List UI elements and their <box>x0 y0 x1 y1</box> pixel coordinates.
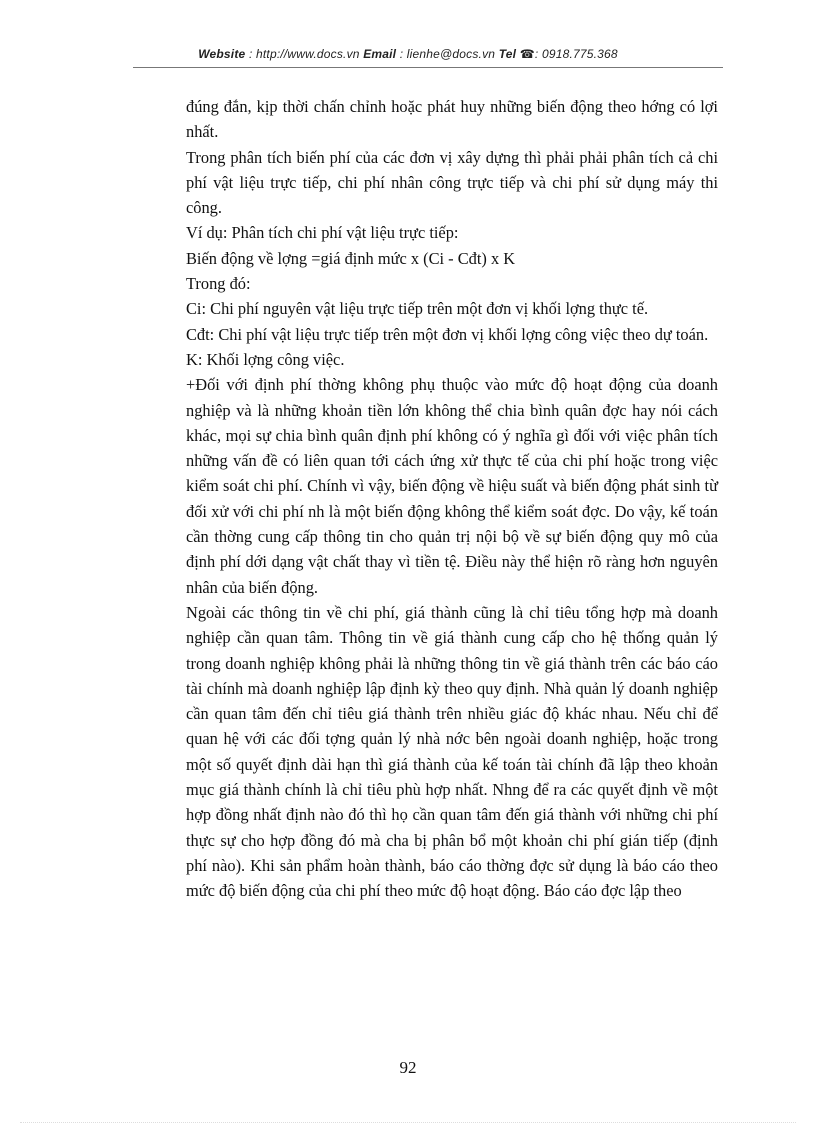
phone-icon: ☎ <box>519 47 535 61</box>
definition-ci: Ci: Chi phí nguyên vật liệu trực tiếp trên một đơn vị khối lợng thực tế. <box>186 299 649 319</box>
header-divider <box>133 67 723 68</box>
formula-line: Biến động về lợng =giá định mức x (Ci - Cđt) x K <box>186 248 516 268</box>
document-body <box>186 94 718 904</box>
paragraph: Trong đó: <box>186 274 251 294</box>
paragraph: +Đối với định phí thờng không phụ thuộc vào mức độ hoạt động của doanh nghiệp và là những khoản tiền lớn không thể chia bình quân đợc hay nói cách khác, mọi sự chia bình quân định phí không có ý nghĩa gì đối với việc phân tích những vấn đề có liên quan tới cách ứng xử thực tế của chi phí hoặc trong việc kiểm soát chi phí. Chính vì vậy, biến động về hiệu suất và biến động phát sinh từ đối xử với chi phí nh là một biến động không thể kiểm soát đợc. Do vậy, kế toán cần thờng cung cấp thông tin cho quản trị nội bộ về sự biến động quy mô của định phí dới dạng vật chất thay vì tiền tệ. Điều này thể hiện rõ ràng hơn nguyên nhân của biến động. <box>186 375 718 597</box>
paragraph: Trong phân tích biến phí của các đơn vị xây dựng thì phải phải phân tích cả chi phí vật liệu trực tiếp, chi phí nhân công trực tiếp và chi phí sử dụng máy thi công. <box>186 147 718 218</box>
tel-value: : 0918.775.368 <box>534 47 618 61</box>
page-number: 92 <box>399 1058 417 1077</box>
paragraph: đúng đắn, kịp thời chấn chỉnh hoặc phát huy những biến động theo hớng có lợi nhất. <box>186 97 718 142</box>
definition-k: K: Khối lợng công việc. <box>186 349 345 369</box>
tel-label: Tel <box>498 47 520 61</box>
paragraph: Ví dụ: Phân tích chi phí vật liệu trực tiếp: <box>186 223 459 243</box>
definition-cdt: Cđt: Chi phí vật liệu trực tiếp trên một đơn vị khối lợng công việc theo dự toán. <box>186 324 709 344</box>
paragraph: Ngoài các thông tin về chi phí, giá thành cũng là chỉ tiêu tổng hợp mà doanh nghiệp cần quan tâm. Thông tin về giá thành cung cấp cho hệ thống quản lý trong doanh nghiệp không phải là những thông tin về giá thành trên các báo cáo tài chính mà doanh nghiệp lập định kỳ theo quy định. Nhà quản lý doanh nghiệp cần quan tâm đến chỉ tiêu giá thành trên nhiều giác độ khác nhau. Nếu chỉ để quan hệ với các đối tợng quản lý nhà nớc bên ngoài doanh nghiệp, hoặc trong một số quyết định dài hạn thì giá thành của kế toán tài chính đã lập theo khoản mục giá thành chính là chỉ tiêu phù hợp nhất. Nhng để ra các quyết định về một hợp đồng nhất định nào đó thì họ cần quan tâm đến giá thành với những chi phí thực sự cho hợp đồng đó mà cha bị phân bổ một khoản chi phí gián tiếp (định phí nào). Khi sản phẩm hoàn thành, báo cáo thờng đợc sử dụng là báo cáo theo mức độ biến động của chi phí theo mức độ hoạt động. Báo cáo đợc lập theo <box>186 602 718 901</box>
email-label: Email <box>363 47 397 61</box>
website-value: : http://www.docs.vn <box>245 47 364 61</box>
page-header <box>0 47 816 61</box>
website-label: Website <box>198 47 246 61</box>
email-value: : lienhe@docs.vn <box>396 47 499 61</box>
